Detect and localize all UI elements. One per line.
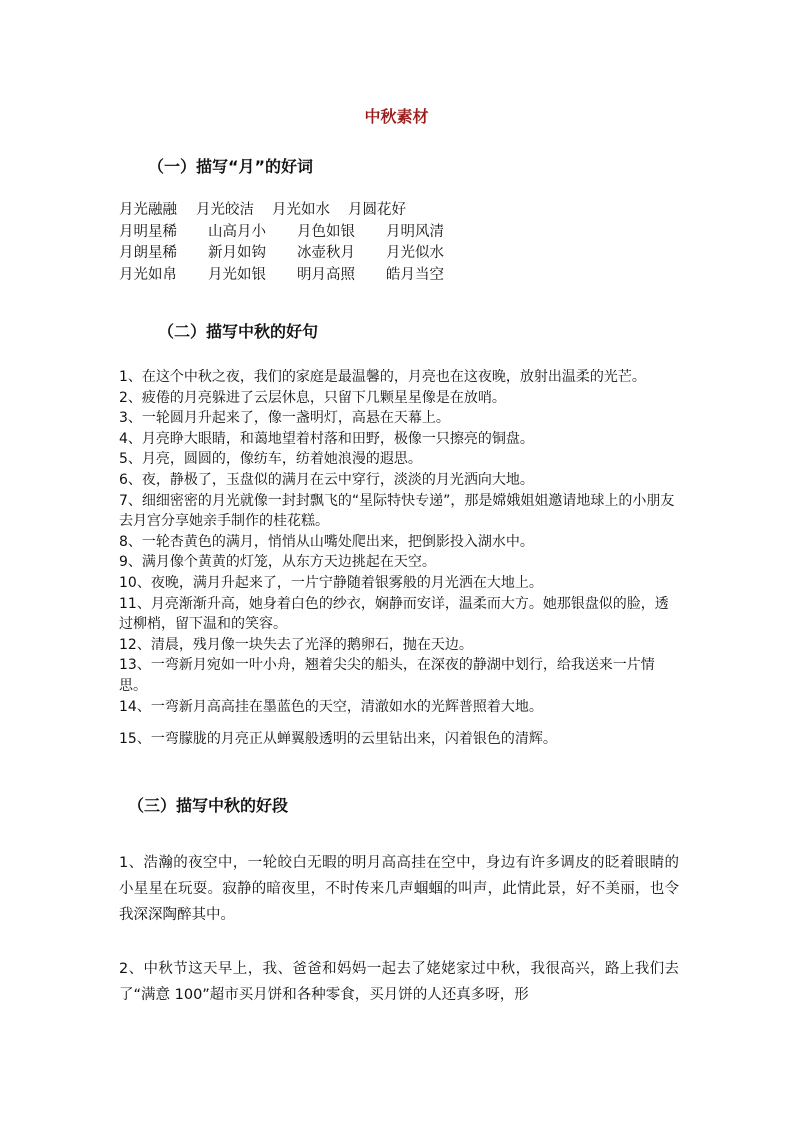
sentence-list (119, 367, 679, 750)
word-item: 月光如银 (208, 266, 266, 283)
word-item: 月光似水 (386, 245, 444, 261)
sentence-item: 12、清晨，残月像一块失去了光泽的鹅卵石，抛在天边。 (119, 636, 473, 653)
word-list (119, 200, 444, 286)
paragraph-list (119, 850, 679, 1036)
sentence-item: 9、满月像个黄黄的灯笼，从东方天边挑起在天空。 (119, 554, 436, 571)
sentence-item: 1、在这个中秋之夜，我们的家庭是最温馨的，月亮也在这夜晚，放射出温柔的光芒。 (119, 369, 646, 385)
paragraph-item: 1、浩瀚的夜空中，一轮皎白无暇的明月高高挂在空中，身边有许多调皮的眨着眼睛的小星星在玩耍。寂静的暗夜里，不时传来几声蝈蝈的叫声，此情此景，好不美丽，也令我深深陶醉其中。 (119, 855, 679, 923)
word-item: 月朗星稀 (119, 245, 177, 261)
word-item: 皓月当空 (386, 266, 444, 283)
word-item: 月光如帛 (119, 266, 177, 283)
sentence-item: 10、夜晚，满月升起来了，一片宁静随着银雾般的月光洒在大地上。 (119, 574, 543, 591)
word-item: 月光皎洁 (196, 202, 254, 218)
sentence-item: 14、一弯新月高高挂在墨蓝色的天空，清澈如水的光辉普照着大地。 (119, 698, 543, 715)
sentence-item: 7、细细密密的月光就像一封封飘飞的“星际特快专递”，那是嫦娥姐姐邀请地球上的小朋友去月宫分享她亲手制作的桂花糕。 (119, 492, 675, 530)
word-item: 月光如水 (272, 202, 330, 218)
sentence-item: 5、月亮，圆圆的，像纺车，纺着她浪漫的遐思。 (119, 451, 422, 468)
sentence-item: 2、疲倦的月亮躲进了云层休息，只留下几颗星星像是在放哨。 (119, 389, 506, 406)
document-title: 中秋素材 (364, 107, 429, 126)
word-item: 山高月小 (208, 223, 266, 240)
word-row (119, 222, 444, 244)
section-heading-words: （一）描写“月”的好词 (148, 157, 314, 176)
sentence-item: 15、一弯朦胧的月亮正从蝉翼般透明的云里钻出来，闪着银色的清辉。 (119, 731, 557, 748)
word-item: 新月如钩 (208, 245, 266, 261)
section-heading-sentences: （二）描写中秋的好句 (158, 322, 319, 341)
word-item: 月色如银 (297, 223, 355, 240)
word-row (119, 243, 444, 265)
sentence-item: 13、一弯新月宛如一叶小舟，翘着尖尖的船头，在深夜的静湖中划行，给我送来一片情思。 (119, 657, 655, 694)
paragraph-item: 2、中秋节这天早上，我、爸爸和妈妈一起去了姥姥家过中秋，我很高兴，路上我们去了“满意 100”超市买月饼和各种零食，买月饼的人还真多呀，形 (119, 961, 679, 1003)
word-row (119, 265, 444, 287)
sentence-item: 3、一轮圆月升起来了，像一盏明灯，高悬在天幕上。 (119, 410, 450, 427)
word-item: 月光融融 (119, 202, 177, 218)
sentence-item: 6、夜，静极了，玉盘似的满月在云中穿行，淡淡的月光洒向大地。 (119, 471, 534, 488)
word-item: 月明风清 (386, 223, 444, 240)
word-item: 月明星稀 (119, 223, 177, 240)
section-heading-paragraphs: （三）描写中秋的好段 (128, 796, 289, 815)
word-item: 明月高照 (297, 266, 355, 283)
word-item: 冰壶秋月 (297, 245, 355, 261)
word-row (119, 200, 444, 222)
sentence-item: 8、一轮杏黄色的满月，悄悄从山嘴处爬出来，把倒影投入湖水中。 (119, 533, 534, 550)
sentence-item: 11、月亮渐渐升高，她身着白色的纱衣，娴静而安详，温柔而大方。她那银盘似的脸，透过柳梢，留下温和的笑容。 (119, 595, 669, 633)
word-item: 月圆花好 (348, 202, 406, 218)
sentence-item: 4、月亮睁大眼睛，和蔼地望着村落和田野，极像一只擦亮的铜盘。 (119, 430, 534, 447)
